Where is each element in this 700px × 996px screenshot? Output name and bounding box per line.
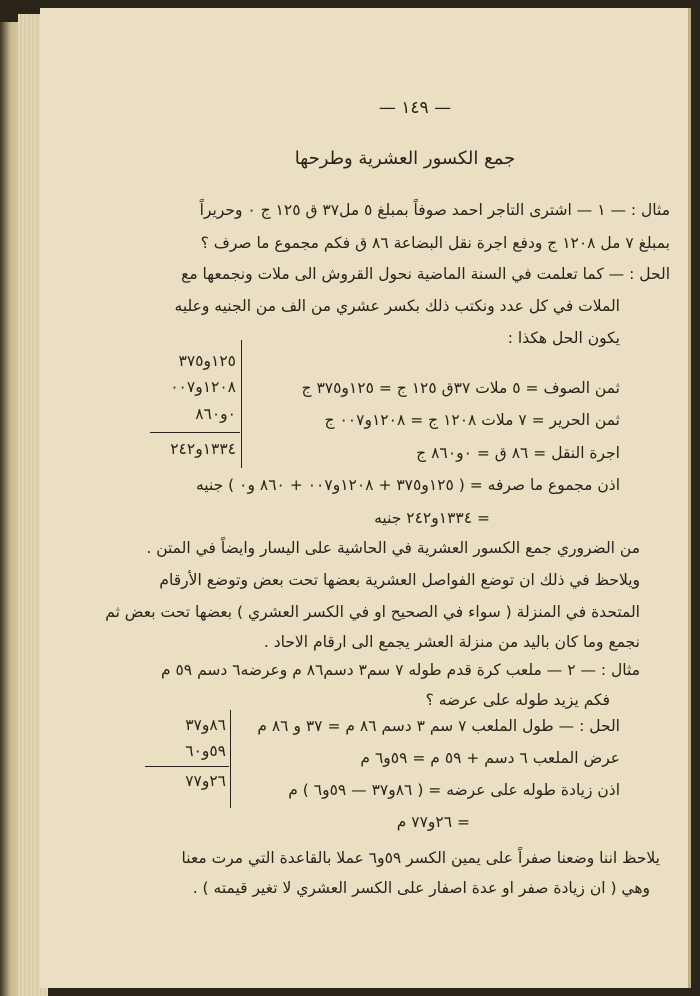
margin-divider-vertical	[241, 340, 242, 468]
text-line: المتحدة في المنزلة ( سواء في الصحيح او في الكسر العشري ) بعضها تحت بعض ثم	[105, 603, 640, 621]
text-line: يكون الحل هكذا :	[507, 329, 620, 347]
text-line: بمبلغ ٧ مل ١٢٠٨ ج ودفع اجرة نقل البضاعة ٨٦ ق فكم مجموع ما صرف ؟	[200, 234, 670, 252]
page-number: — ١٤٩ —	[378, 98, 452, 118]
text-line: نجمع وما كان باليد من منزلة العشر يجمع الى ارقام الاحاد .	[263, 633, 640, 651]
margin-total: ٢٦و٧٧	[185, 772, 226, 790]
text-line: من الضروري جمع الكسور العشرية في الحاشية على اليسار وايضاً في المتن .	[146, 539, 640, 557]
margin-total: ١٣٣٤و٢٤٢	[170, 440, 236, 458]
margin-value: ٥٩و٦٠	[185, 742, 226, 760]
sum-rule	[150, 432, 240, 433]
difference-rule	[145, 766, 229, 767]
text-line: فكم يزيد طوله على عرضه ؟	[425, 691, 610, 709]
text-line: عرض الملعب ٦ دسم + ٥٩ م = ٥٩و٦ م	[360, 749, 620, 767]
text-line: اذن مجموع ما صرفه = ( ١٢٥و٣٧٥ + ١٢٠٨و٠٠٧ + ٨٦٠ و٠ ) جنيه	[195, 476, 620, 494]
text-line: الحل : — كما تعلمت في السنة الماضية نحول القروش الى ملات ونجمعها مع	[181, 265, 670, 283]
text-line: مثال : — ١ — اشترى التاجر احمد صوفاً بمبلغ ٥ مل٣٧ ق ١٢٥ ج ٠ وحريراً	[199, 201, 670, 219]
section-heading: جمع الكسور العشرية وطرحها	[294, 148, 516, 169]
margin-value: ١٢٠٨و٠٠٧	[170, 378, 236, 396]
text-line: اذن زيادة طوله على عرضه = ( ٨٦و٣٧ — ٥٩و٦ ) م	[288, 781, 620, 799]
text-line: اجرة النقل = ٨٦ ق = ٠و٨٦٠ ج	[416, 444, 620, 462]
margin-value: ٠و٨٦٠	[195, 405, 236, 423]
text-line: يلاحظ اننا وضعنا صفراً على يمين الكسر ٥٩و٦ عملا بالقاعدة التي مرت معنا	[181, 849, 660, 867]
text-line: الحل : — طول الملعب ٧ سم ٣ دسم ٨٦ م = ٣٧ و ٨٦ م	[257, 717, 620, 735]
text-line: وهي ( ان زيادة صفر او عدة اصفار على الكسر العشري لا تغير قيمته ) .	[192, 879, 650, 897]
margin-value: ٨٦و٣٧	[185, 716, 226, 734]
text-line: = ١٣٣٤و٢٤٢ جنيه	[374, 509, 490, 527]
text-line: الملات في كل عدد ونكتب ذلك بكسر عشري من الف من الجنيه وعليه	[174, 297, 620, 315]
text-line: = ٢٦و٧٧ م	[396, 813, 470, 831]
margin-divider-vertical	[230, 710, 231, 808]
text-line: ثمن الصوف = ٥ ملات ٣٧ق ١٢٥ ج = ١٢٥و٣٧٥ ج	[301, 379, 620, 397]
text-line: ويلاحظ في ذلك ان توضع الفواصل العشرية بعضها تحت بعض وتوضع الأرقام	[159, 571, 640, 589]
text-line: مثال : — ٢ — ملعب كرة قدم طوله ٧ سم٣ دسم٨٦ م وعرضه٦ دسم ٥٩ م	[160, 661, 640, 679]
margin-value: ١٢٥و٣٧٥	[178, 352, 236, 370]
text-line: ثمن الحرير = ٧ ملات ١٢٠٨ ج = ١٢٠٨و٠٠٧ ج	[324, 411, 620, 429]
